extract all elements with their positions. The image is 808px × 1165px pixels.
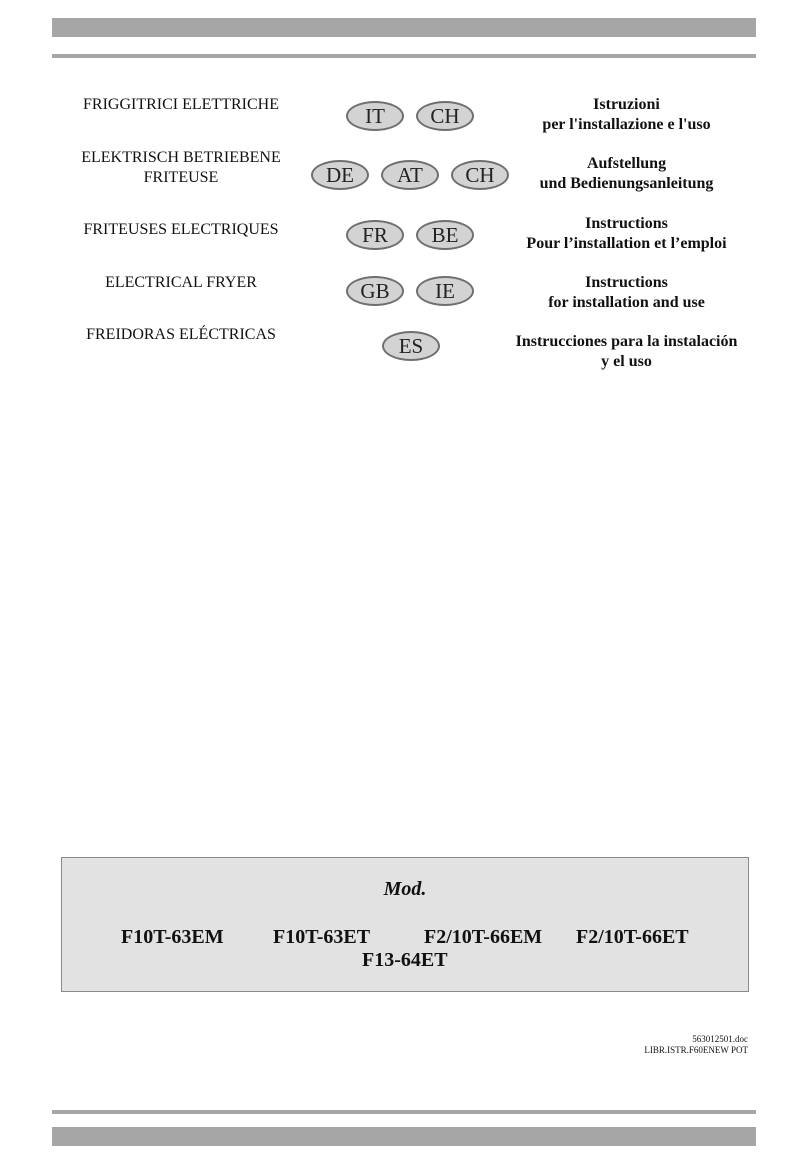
product-name	[60, 148, 302, 188]
top-header-rule	[52, 54, 756, 58]
model-code: F10T-63ET	[273, 926, 371, 948]
country-badge-be: BE	[416, 220, 474, 250]
product-line: FREIDORAS ELÉCTRICAS	[86, 326, 276, 343]
product-name	[60, 95, 302, 115]
bottom-footer-bar	[52, 1127, 756, 1146]
language-row-es	[0, 325, 808, 381]
product-line: ELEKTRISCH BETRIEBENE	[81, 149, 281, 166]
product-line: FRITEUSES ELECTRIQUES	[83, 221, 279, 238]
product-line: ELECTRICAL FRYER	[105, 274, 257, 291]
instructions-title	[494, 214, 759, 254]
country-badge-gb: GB	[346, 276, 404, 306]
doc-file-name: 563012501.doc	[692, 1034, 748, 1044]
instructions-line: Istruzioni	[593, 96, 660, 113]
instructions-line: Instrucciones para la instalación	[515, 333, 738, 350]
model-code: F2/10T-66ET	[576, 926, 689, 948]
country-badge-at: AT	[381, 160, 439, 190]
instructions-title	[494, 273, 759, 313]
instructions-line: y el uso	[601, 353, 652, 370]
model-code: F2/10T-66EM	[424, 926, 543, 948]
bottom-footer-rule	[52, 1110, 756, 1114]
model-label: Mod.	[383, 878, 427, 900]
country-badge-ch: CH	[416, 101, 474, 131]
country-badge-ch: CH	[451, 160, 509, 190]
country-badge-it: IT	[346, 101, 404, 131]
product-line: FRIGGITRICI ELETTRICHE	[83, 96, 279, 113]
country-badge-de: DE	[311, 160, 369, 190]
country-badge-es: ES	[382, 331, 440, 361]
instructions-line: Pour l’installation et l’emploi	[526, 235, 727, 252]
product-name	[60, 220, 302, 240]
language-row-it	[0, 95, 808, 151]
product-line: FRITEUSE	[143, 169, 219, 186]
model-code: F10T-63EM	[121, 926, 224, 948]
model-box	[61, 857, 749, 992]
instructions-line: per l'installazione e l'uso	[542, 116, 711, 133]
instructions-title	[494, 154, 759, 194]
country-badge-fr: FR	[346, 220, 404, 250]
country-badge-ie: IE	[416, 276, 474, 306]
instructions-line: for installation and use	[548, 294, 705, 311]
language-row-fr	[0, 215, 808, 276]
language-row-gb	[0, 273, 808, 329]
instructions-title	[494, 332, 759, 372]
instructions-line: Instructions	[585, 274, 668, 291]
doc-code: LIBR.ISTR.F60ENEW POT	[644, 1045, 748, 1055]
language-row-de	[0, 148, 808, 204]
instructions-line: und Bedienungsanleitung	[539, 175, 714, 192]
document-reference	[644, 1034, 748, 1056]
product-name	[60, 325, 302, 345]
instructions-title	[494, 95, 759, 135]
instructions-line: Aufstellung	[586, 155, 667, 172]
instructions-line: Instructions	[585, 215, 668, 232]
model-code: F13-64ET	[362, 949, 448, 971]
top-header-bar	[52, 18, 756, 37]
product-name	[60, 273, 302, 293]
